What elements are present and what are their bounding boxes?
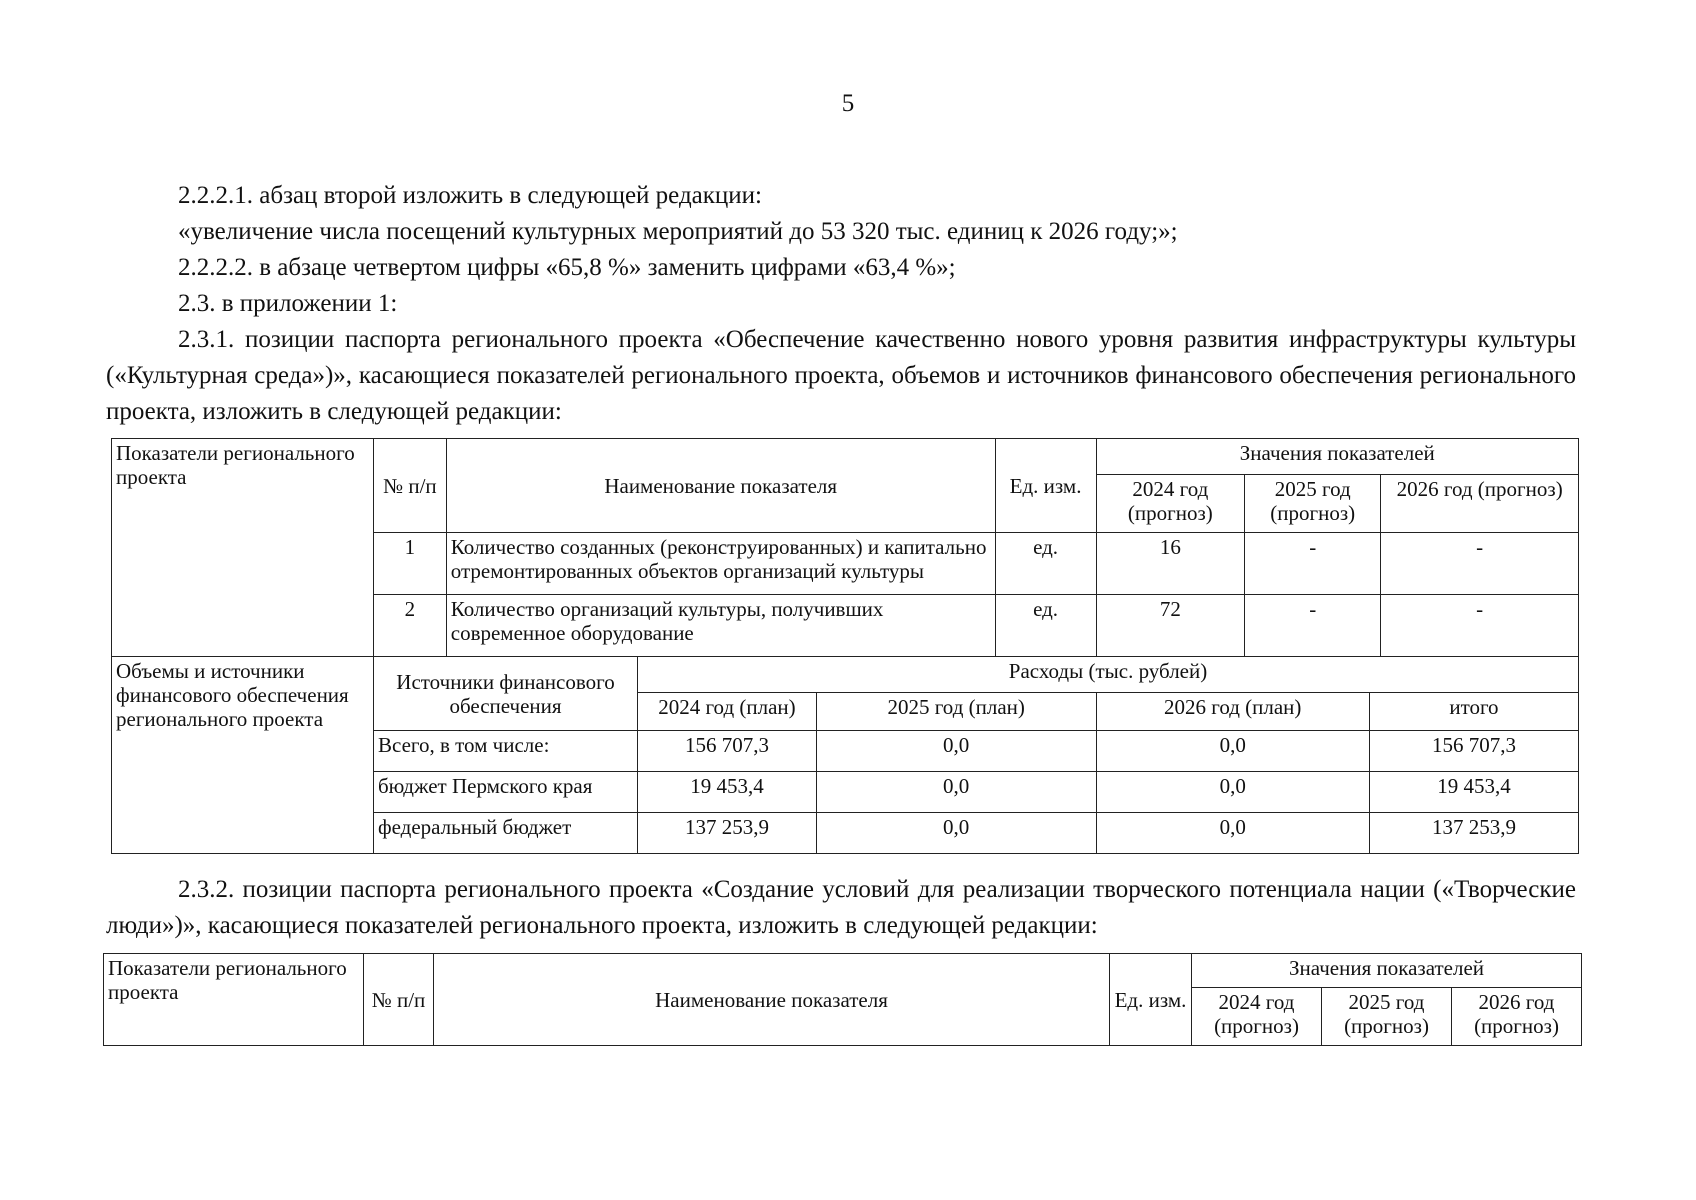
row-unit: ед. [995,533,1096,595]
header-values: Значения показателей [1096,439,1579,475]
paragraph-2-2-2-1: 2.2.2.1. абзац второй изложить в следующей редакции: [178,182,762,209]
row-num: 1 [373,533,446,595]
paragraph-2-3-1: 2.3.1. позиции паспорта регионального проекта «Обеспечение качественно нового уровня развития инфраструктуры культуры («Культурная среда»)», касающиеся показателей регионального проекта, объемов и источников финансового обеспечения регионального проекта, изложить в следующей редакции: [106,326,1576,425]
header-num: № п/п [373,439,446,533]
header-2024-plan: 2024 год (план) [638,693,817,731]
header-2025-forecast: 2025 год (прогноз) [1322,988,1452,1046]
row-2024: 16 [1096,533,1245,595]
indicators-label: Показатели регионального проекта [112,439,374,657]
header-unit: Ед. изм. [1110,954,1192,1046]
finance-source: Всего, в том числе: [373,731,637,772]
row-2026: - [1381,533,1579,595]
finance-2025: 0,0 [816,731,1096,772]
finance-total: 137 253,9 [1369,813,1578,854]
finance-2026: 0,0 [1096,813,1369,854]
finance-2025: 0,0 [816,772,1096,813]
finance-label: Объемы и источники финансового обеспечения регионального проекта [112,657,374,854]
row-2025: - [1245,595,1381,657]
header-total: итого [1369,693,1578,731]
finance-2024: 137 253,9 [638,813,817,854]
header-sources: Источники финансового обеспечения [373,657,637,731]
finance-2024: 156 707,3 [638,731,817,772]
row-2026: - [1381,595,1579,657]
header-2026-plan: 2026 год (план) [1096,693,1369,731]
finance-2026: 0,0 [1096,731,1369,772]
header-unit: Ед. изм. [995,439,1096,533]
finance-source: федеральный бюджет [373,813,637,854]
creative-people-table [103,953,1582,1046]
row-2024: 72 [1096,595,1245,657]
finance-2025: 0,0 [816,813,1096,854]
page-number: 5 [841,90,855,117]
finance-2024: 19 453,4 [638,772,817,813]
paragraph-quote: «увеличение числа посещений культурных мероприятий до 53 320 тыс. единиц к 2026 году;»; [178,218,1178,245]
header-num: № п/п [364,954,434,1046]
culture-environment-table [111,438,1579,854]
header-2024-forecast: 2024 год (прогноз) [1192,988,1322,1046]
finance-total: 156 707,3 [1369,731,1578,772]
finance-total: 19 453,4 [1369,772,1578,813]
paragraph-2-3-2: 2.3.2. позиции паспорта регионального проекта «Создание условий для реализации творческого потенциала нации («Творческие люди»)», касающиеся показателей регионального проекта, изложить в следующей редакции: [106,876,1576,939]
header-2024-forecast: 2024 год (прогноз) [1096,475,1245,533]
header-2025-forecast: 2025 год (прогноз) [1245,475,1381,533]
row-name: Количество организаций культуры, получивших современное оборудование [446,595,995,657]
header-expenses: Расходы (тыс. рублей) [638,657,1579,693]
header-indicator-name: Наименование показателя [446,439,995,533]
header-values: Значения показателей [1192,954,1582,988]
paragraph-2-3: 2.3. в приложении 1: [178,290,398,317]
header-2026-forecast: 2026 год (прогноз) [1452,988,1582,1046]
row-2025: - [1245,533,1381,595]
header-2025-plan: 2025 год (план) [816,693,1096,731]
row-num: 2 [373,595,446,657]
indicators-label: Показатели регионального проекта [104,954,364,1046]
paragraph-2-2-2-2: 2.2.2.2. в абзаце четвертом цифры «65,8 %» заменить цифрами «63,4 %»; [178,254,956,281]
row-unit: ед. [995,595,1096,657]
header-2026-forecast: 2026 год (прогноз) [1381,475,1579,533]
finance-source: бюджет Пермского края [373,772,637,813]
row-name: Количество созданных (реконструированных) и капитально отремонтированных объектов организаций культуры [446,533,995,595]
finance-2026: 0,0 [1096,772,1369,813]
header-indicator-name: Наименование показателя [434,954,1110,1046]
